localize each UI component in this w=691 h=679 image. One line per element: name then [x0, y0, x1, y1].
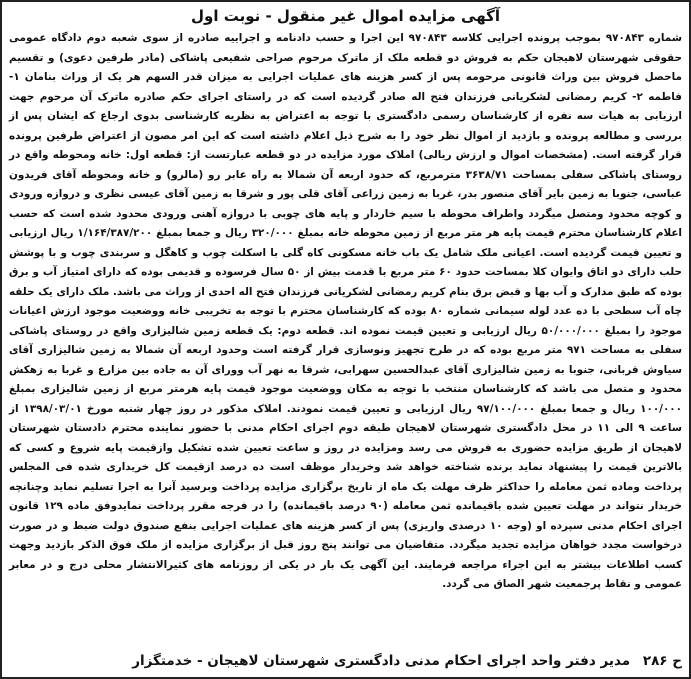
notice-title: آگهی مزایده اموال غیر منقول - نوبت اول — [191, 7, 500, 25]
notice-code: ح ۲۸۶ — [642, 653, 682, 669]
notice-signature: مدیر دفتر واحد اجرای احکام مدنی دادگستری شهرستان لاهیجان - خدمتگزار — [132, 653, 631, 669]
notice-footer — [9, 651, 682, 671]
notice-body: شماره ۹۷۰۸۴۳ بموجب پرونده اجرایی کلاسه ۹۷۰۸۴۳ این اجرا و حسب دادنامه و اجراییه صادره از سوی شعبه دوم دادگاه عمومی حقوقی شهرستان لاهیجان حکم به فروش دو قطعه ملک از ماترک مرحوم صراحی شفیعی پاشاکی (مادر طرفین دعوی) و تقسیم ماحصل فروش بین وراث قانونی مرحومه پس از کسر هزینه های عملیات اجرایی به میزان قدر السهم هر یک از وراث بنامان ۱- فاطمه ۲- کریم رمضانی لشکریانی فرزندان فتح اله صادر گردیده است که در راستای اجرای حکم صادره ماترک آن مرحوم جهت ارزیابی به هیات سه نفره از کارشناسان رسمی دادگستری با توجه به اعتراض به نظریه کارشناسی بدوی ارجاع که ایشان پس از بررسی و مطالعه پرونده و بازدید از اموال نظر خود را به شرح ذیل اعلام داشته است که این امر مصون از اعتراض طرفین پرونده قرار گرفته است. (مشخصات اموال و ارزش ریالی) املاک مورد مزایده در دو قطعه عبارتست از: قطعه اول: خانه ومحوطه واقع در روستای پاشاکی سفلی بمساحت ۳۶۳۸/۷۱ مترمربع، که حدود اربعه آن شمالا به راه عابر رو (مالرو) و خانه ومحوطه آقای فریدون عباسی، جنوبا به زمین بایر آقای منصور بدر، غربا به زمین زراعی آقای قلی پور و شرقا به زمین آقای عیسی نظری و دروازه ورودی و کوچه محدود ومتصل میگردد واطراف محوطه با سیم خاردار و پایه های چوبی با دروازه آهنی ورودی محدود شده است که حسب اعلام کارشناسان محترم قیمت پایه هر متر مربع از زمین محوطه خانه بمبلغ ۳۲۰/۰۰۰ ریال و جمعا بمبلغ ۱/۱۶۴/۳۸۷/۲۰۰ ریال ارزیابی و تعیین قیمت گردیده است. اعیانی ملک شامل یک باب خانه مسکونی کاه گلی با اسکلت چوب و کاهگل و سربندی چوب و با پوشش حلب دارای دو اتاق وایوان کلا بمساحت حدود ۶۰ متر مربع با قدمت بیش از ۵۰ سال فرسوده و قدیمی بوده که دارای امتیاز آب و برق بوده که طبق مدارک و آب بها و قبض برق بنام کریم رمضانی لشکریانی فرزندان فتح اله احدی از وراث می باشد. ملک دارای یک حلقه چاه آب سطحی با ده عدد لوله سیمانی شماره ۸۰ بوده که کارشناسان محترم با توجه به تخریبی خانه ووضعیت موجود ارزش اعیانات موجود را بمبلغ ۵۰/۰۰۰/۰۰۰ ریال ارزیابی و تعیین قیمت نموده اند. قطعه دوم: یک قطعه زمین شالیزاری واقع در روستای پاشاکی سفلی به مساحت ۹۷۱ متر مربع بوده که در طرح تجهیز ونوسازی قرار گرفته است وحدود اربعه آن شمالا به زمین شالیزاری آقای سیاوش قربانی، جنوبا به زمین شالیزاری آقای عبدالحسین سهرابی، شرقا به نهر آب وورای آن به جاده بین مزارع و غربا به زهکش محدود و متصل می باشد که کارشناسان منتخب با توجه به مکان ووضعیت موجود قیمت پایه هرمتر مربع از زمین شالیزاری بمبلغ ۱۰۰/۰۰۰ ریال و جمعا بمبلغ ۹۷/۱۰۰/۰۰۰ ریال ارزیابی و تعیین قیمت نمودند. املاک مذکور در روز چهار شنبه مورخ ۱۳۹۸/۰۳/۰۱ از ساعت ۹ الی ۱۱ در محل دادگستری شهرستان لاهیجان طبقه دوم اجرای احکام مدنی با حضور نماینده محترم دادستان شهرستان لاهیجان از طریق مزایده حضوری به فروش می رسد ومزایده در روز و ساعت تعیین شده تشکیل وازقیمت پایه شروع و کسی که بالاترین قیمت را پیشنهاد نماید برنده شناخته خواهد شد وخریدار موظف است ده درصد ازقیمت کل خریداری شده فی المجلس پرداخت وماده ثمن معامله را حداکثر ظرف مهلت یک ماه از تاریخ برگزاری مزایده پرداخت وبرسید آنرا به اجرا تسلیم نماید وچنانچه خریدار نتواند در مهلت تعیین شده باقیمانده ثمن معامله (۹۰ درصد باقیمانده) را در فرجه مقرر پرداخت نمایدوفق ماده ۱۲۹ قانون اجرای احکام مدنی سپرده او (وجه ۱۰ درصدی واریزی) پس از کسر هزینه های عملیات اجرایی بنفع صندوق دولت ضبط و در صورت درخواست مجدد خواهان مزایده تجدید میگردد. متقاضیان می توانند پنج روز قبل از برگزاری مزایده از ملک فوق الذکر بازدید وجهت کسب اطلاعات بیشتر به این اجراء مراجعه فرمایند. این آگهی یک بار در یکی از روزنامه های کثیرالانتشار محلی درج و در معابر عمومی و نقاط پرجمعیت شهر الصاق می گردد. — [9, 32, 683, 590]
